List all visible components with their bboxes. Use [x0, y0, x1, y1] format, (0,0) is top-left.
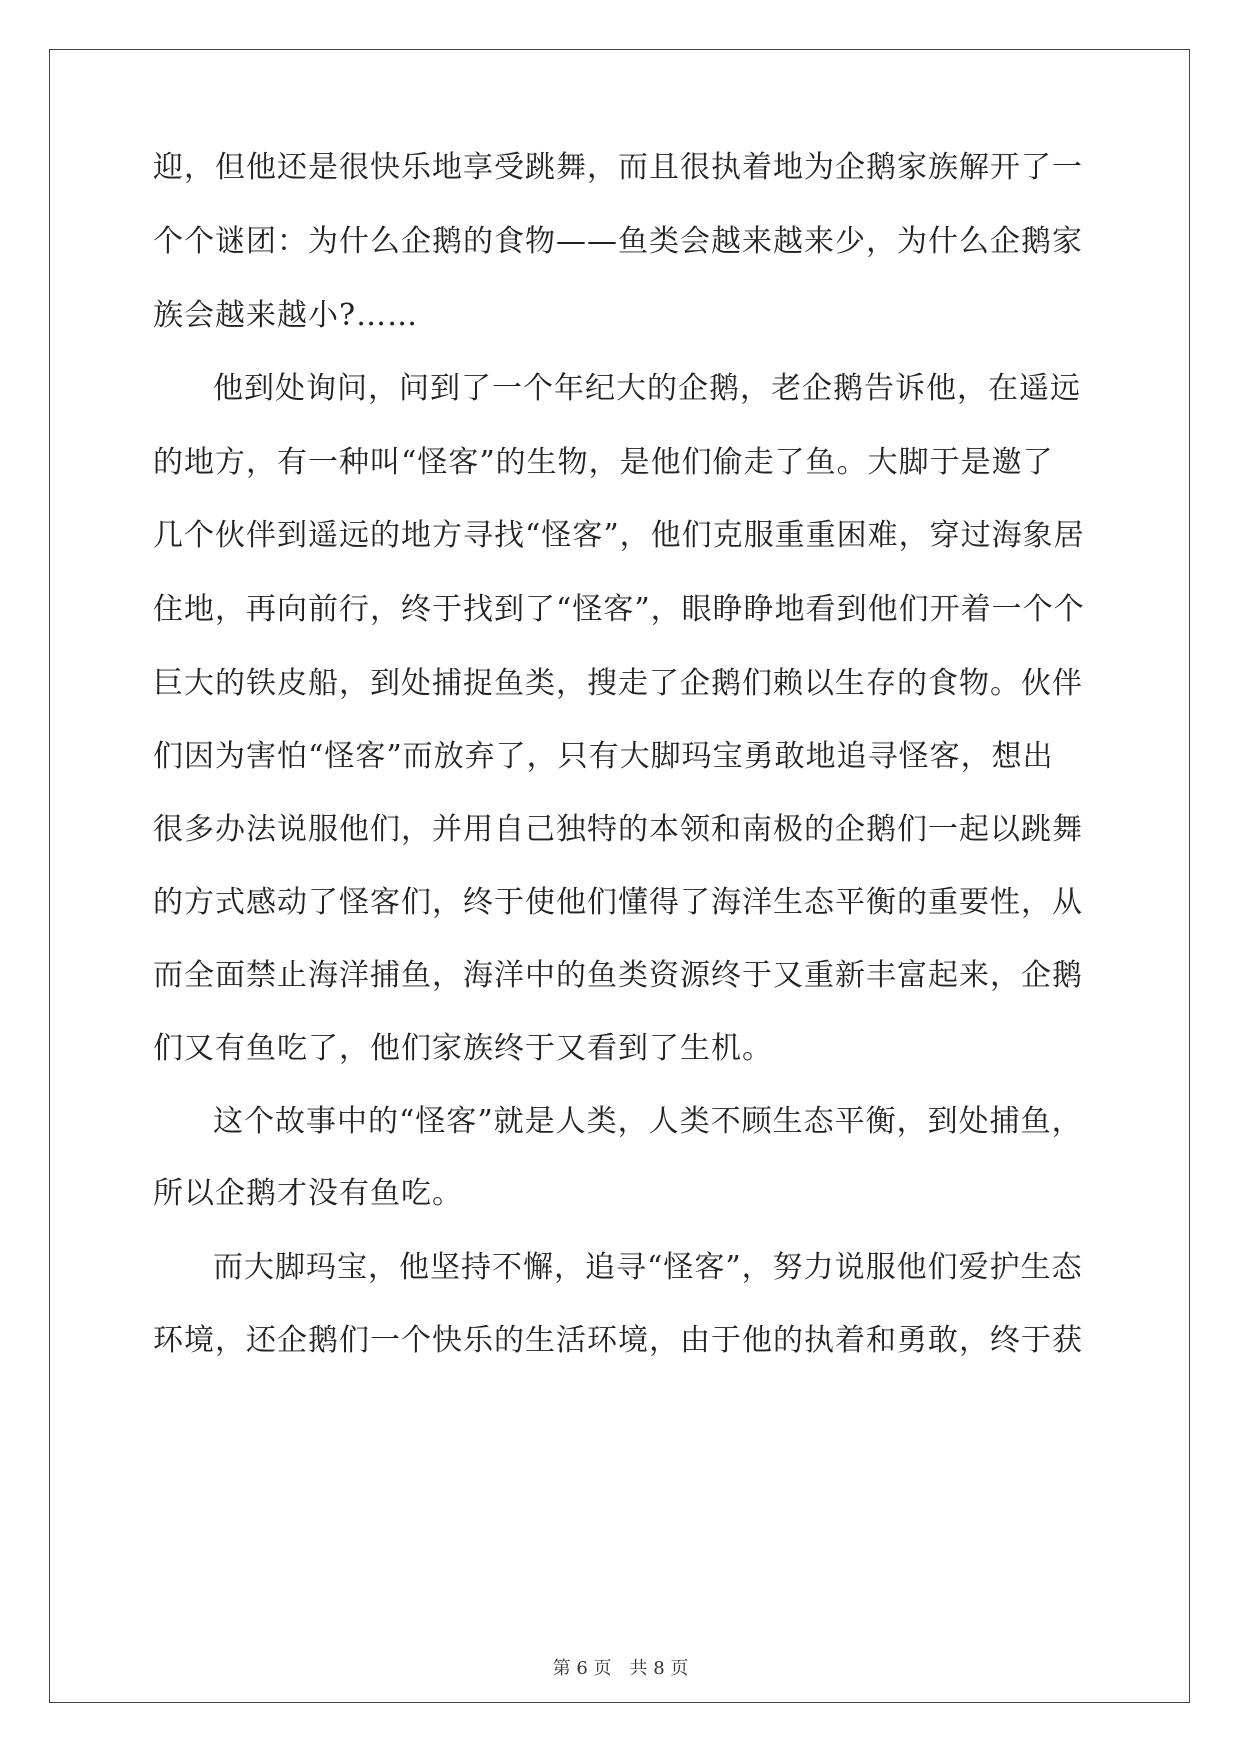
text-line: 的地方，有一种叫“怪客”的生物，是他们偷走了鱼。大脚于是邀了	[153, 445, 1054, 480]
text-line: 迎，但他还是很快乐地享受跳舞，而且很执着地为企鹅家族解开了一	[153, 150, 1083, 185]
text-line: 们又有鱼吃了，他们家族终于又看到了生机。	[153, 1031, 773, 1066]
text-line: 所以企鹅才没有鱼吃。	[153, 1176, 463, 1211]
text-line: 而全面禁止海洋捕鱼，海洋中的鱼类资源终于又重新丰富起来，企鹅	[153, 958, 1083, 993]
text-line: 住地，再向前行，终于找到了“怪客”，眼睁睁地看到他们开着一个个	[153, 592, 1085, 627]
text-line: 们因为害怕“怪客”而放弃了，只有大脚玛宝勇敢地追寻怪客，想出	[153, 739, 1054, 774]
text-line: 族会越来越小?……	[153, 298, 419, 333]
text-line: 个个谜团：为什么企鹅的食物——鱼类会越来越来少，为什么企鹅家	[153, 224, 1083, 259]
paragraph-start-line: 这个故事中的“怪客”就是人类，人类不顾生态平衡，到处捕鱼，	[213, 1104, 1083, 1139]
text-line: 巨大的铁皮船，到处捕捉鱼类，搜走了企鹅们赖以生存的食物。伙伴	[153, 666, 1083, 701]
paragraph-start-line: 他到处询问，问到了一个年纪大的企鹅，老企鹅告诉他，在遥远	[213, 371, 1081, 406]
text-line: 的方式感动了怪客们，终于使他们懂得了海洋生态平衡的重要性，从	[153, 885, 1083, 920]
text-line: 很多办法说服他们，并用自己独特的本领和南极的企鹅们一起以跳舞	[153, 812, 1083, 847]
text-line: 环境，还企鹅们一个快乐的生活环境，由于他的执着和勇敢，终于获	[153, 1323, 1083, 1358]
paragraph-start-line: 而大脚玛宝，他坚持不懈，追寻“怪客”，努力说服他们爱护生态	[213, 1250, 1083, 1285]
text-line: 几个伙伴到遥远的地方寻找“怪客”，他们克服重重困难，穿过海象居	[153, 518, 1085, 553]
page-number-footer: 第 6 页 共 8 页	[552, 1658, 689, 1679]
